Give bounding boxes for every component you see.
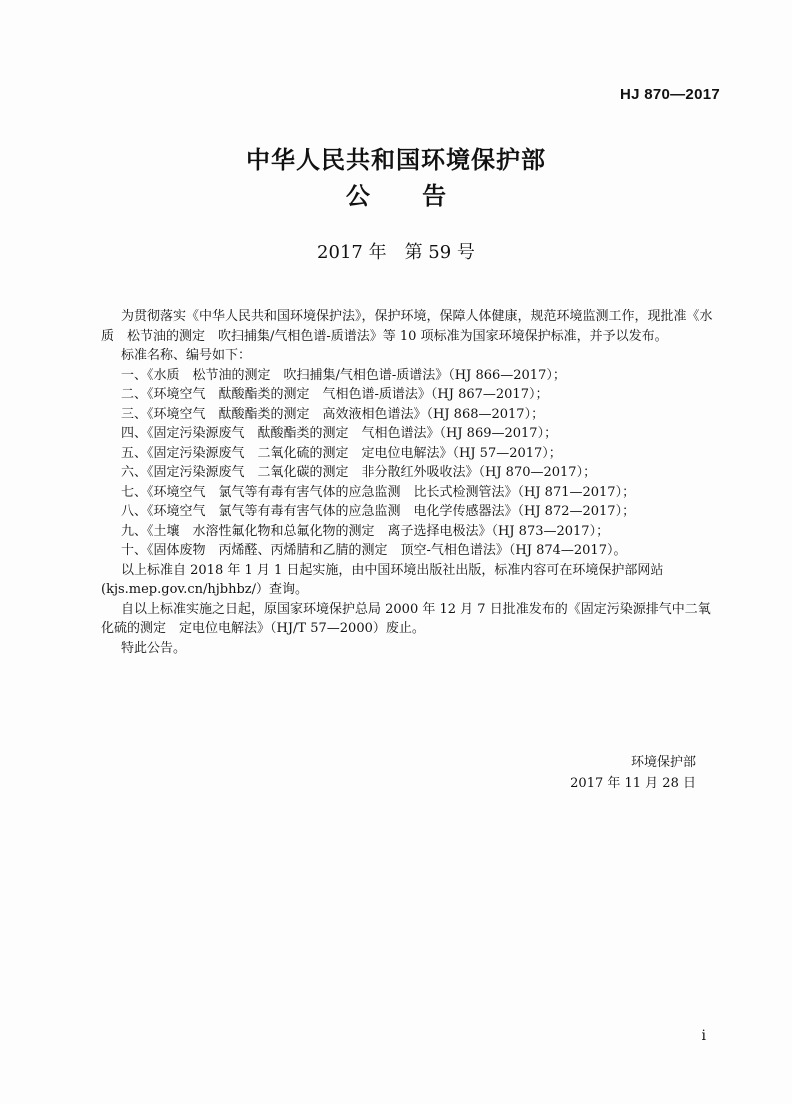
standard-item: 二、《环境空气 酞酸酯类的测定 气相色谱-质谱法》（HJ 867—2017）； bbox=[121, 387, 549, 402]
document-title: 中华人民共和国环境保护部 bbox=[246, 146, 546, 174]
issue-number: 2017 年 第 59 号 bbox=[317, 242, 475, 263]
announcement-body bbox=[101, 307, 720, 658]
standard-item: 七、《环境空气 氯气等有毒有害气体的应急监测 比长式检测管法》（HJ 871—2017）； bbox=[121, 484, 636, 500]
document-subtitle: 公 告 bbox=[345, 182, 469, 210]
list-label: 标准名称、编号如下： bbox=[121, 348, 252, 363]
standard-item: 四、《固定污染源废气 酞酸酯类的测定 气相色谱法》（HJ 869—2017）； bbox=[121, 426, 558, 441]
intro-paragraph: 为贯彻落实《中华人民共和国环境保护法》，保护环境，保障人体健康，规范环境监测工作，现批准《水质 松节油的测定 吹扫捕集/气相色谱-质谱法》等 10 项标准为国家环境保护标准，并予以发布。 bbox=[101, 309, 713, 344]
closing-text: 特此公告。 bbox=[121, 640, 187, 656]
page-number: i bbox=[701, 1028, 706, 1044]
issue-date: 2017 年 11 月 28 日 bbox=[570, 776, 696, 791]
standard-item: 十、《固体废物 丙烯醛、丙烯腈和乙腈的测定 顶空-气相色谱法》（HJ 874—2017）。 bbox=[121, 543, 627, 558]
repeal-paragraph: 自以上标准实施之日起，原国家环境保护总局 2000 年 12 月 7 日批准发布的《固定污染源排气中二氧化硫的测定 定电位电解法》（HJ/T 57—2000）废止。 bbox=[101, 601, 711, 636]
standard-item: 三、《环境空气 酞酸酯类的测定 高效液相色谱法》（HJ 868—2017）； bbox=[121, 406, 545, 422]
implementation-paragraph: 以上标准自 2018 年 1 月 1 日起实施，由中国环境出版社出版，标准内容可在环境保护部网站(kjs.mep.gov.cn/hjbhbz/）查询。 bbox=[101, 562, 664, 597]
standard-item: 一、《水质 松节油的测定 吹扫捕集/气相色谱-质谱法》（HJ 866—2017）； bbox=[121, 367, 566, 383]
standards-list bbox=[101, 366, 720, 561]
standard-item: 五、《固定污染源废气 二氧化硫的测定 定电位电解法》（HJ 57—2017）； bbox=[121, 445, 562, 461]
standard-item: 九、《土壤 水溶性氟化物和总氟化物的测定 离子选择电极法》（HJ 873—2017）； bbox=[121, 523, 610, 539]
issuer-name: 环境保护部 bbox=[630, 755, 696, 770]
signature-block bbox=[0, 752, 696, 794]
standard-code: HJ 870—2017 bbox=[619, 86, 720, 103]
standard-item: 八、《环境空气 氯气等有毒有害气体的应急监测 电化学传感器法》（HJ 872—2017）； bbox=[121, 504, 636, 519]
standard-item: 六、《固定污染源废气 二氧化碳的测定 非分散红外吸收法》（HJ 870—2017）； bbox=[121, 465, 597, 480]
